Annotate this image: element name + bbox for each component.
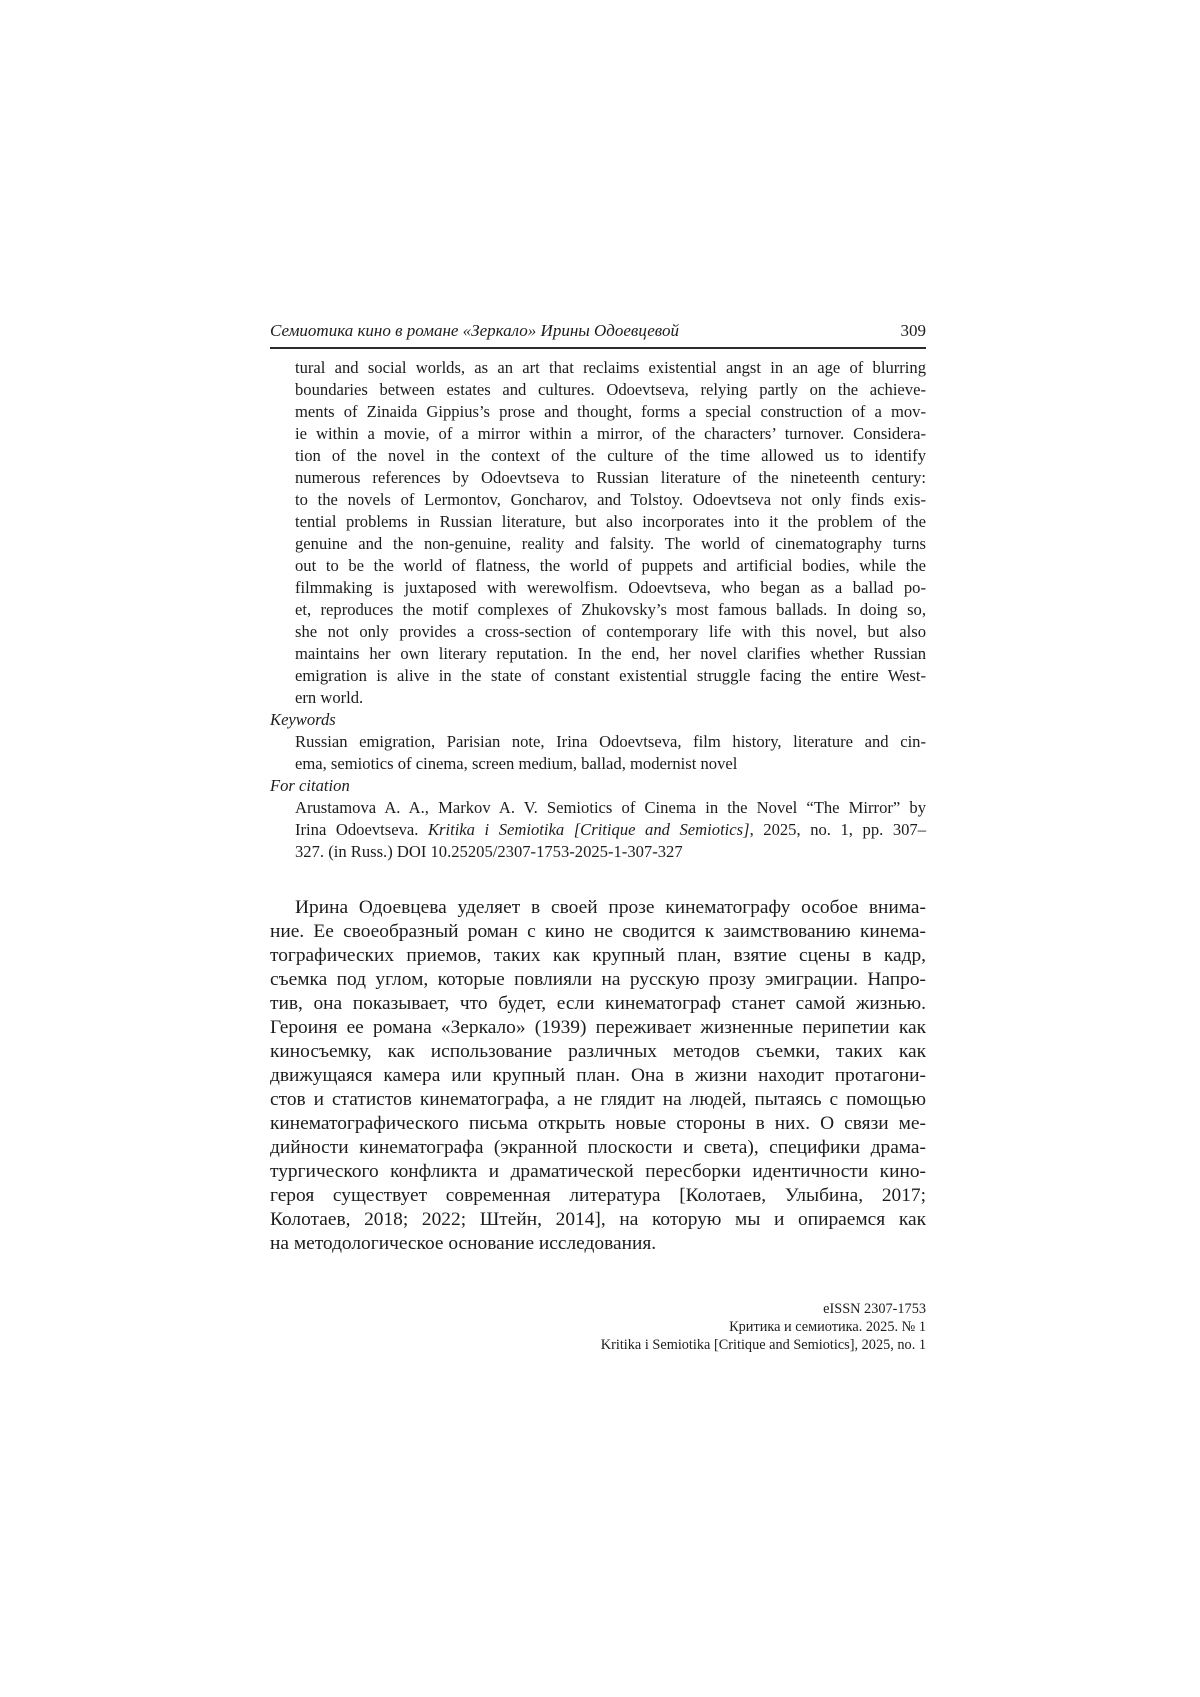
italic-text-segment: Kritika i Semiotika [Critique and Semiotics] xyxy=(427,820,750,839)
text-segment: Irina Odoevtseva. xyxy=(295,820,428,839)
text-line xyxy=(295,599,926,621)
text-line xyxy=(270,1336,926,1354)
text-line xyxy=(295,533,926,555)
text-segment: Arustamova A. A., Markov A. V. Semiotics of Cinema in the Novel “The Mirror” by xyxy=(295,798,926,817)
text-segment: , 2025, no. 1, pp. 307– xyxy=(749,820,927,839)
text-segment: тургического конфликта и драматической пересборки идентичности кино- xyxy=(270,1161,926,1182)
text-line xyxy=(295,357,926,379)
text-segment: киносъемку, как использование различных методов съемки, таких как xyxy=(270,1041,926,1062)
text-line xyxy=(270,1040,926,1064)
abstract-text xyxy=(295,357,926,709)
text-segment: eISSN 2307-1753 xyxy=(823,1301,926,1317)
text-line xyxy=(270,1088,926,1112)
text-line xyxy=(295,379,926,401)
text-line xyxy=(295,731,926,753)
text-line xyxy=(270,1112,926,1136)
text-segment: Критика и семиотика. 2025. № 1 xyxy=(729,1319,926,1335)
keywords-label: Keywords xyxy=(270,710,336,729)
text-line xyxy=(270,968,926,992)
text-segment: tural and social worlds, as an art that reclaims existential angst in an age of blurring xyxy=(295,358,926,377)
text-segment: дийности кинематографа (экранной плоскости и света), специфики драма- xyxy=(270,1137,926,1158)
text-line xyxy=(270,920,926,944)
text-segment: ern world. xyxy=(295,688,364,707)
for-citation-label: For citation xyxy=(270,776,350,795)
text-segment: Ирина Одоевцева уделяет в своей прозе кинематографу особое внима- xyxy=(295,897,926,918)
text-segment: ние. Ее своеобразный роман с кино не сводится к заимствованию кинема- xyxy=(270,921,926,942)
text-line xyxy=(270,1136,926,1160)
text-segment: движущаяся камера или крупный план. Она в жизни находит протагони- xyxy=(270,1065,926,1086)
page-content xyxy=(270,320,926,1354)
text-line xyxy=(270,1232,926,1256)
text-segment: boundaries between estates and cultures. Odoevtseva, relying partly on the achieve- xyxy=(295,380,926,399)
text-line xyxy=(295,753,926,775)
running-header xyxy=(270,320,926,349)
text-segment: 327. (in Russ.) DOI 10.25205/2307-1753-2025-1-307-327 xyxy=(295,842,683,861)
text-line xyxy=(270,1016,926,1040)
text-line xyxy=(295,577,926,599)
text-line xyxy=(270,1064,926,1088)
text-line xyxy=(295,555,926,577)
page-number: 309 xyxy=(900,321,926,340)
text-segment: Колотаев, 2018; 2022; Штейн, 2014], на которую мы и опираемся как xyxy=(270,1209,926,1230)
text-line xyxy=(295,841,926,863)
text-line xyxy=(295,467,926,489)
text-segment: на методологическое основание исследования. xyxy=(270,1233,657,1254)
text-segment: tion of the novel in the context of the culture of the time allowed us to identify xyxy=(295,446,926,465)
running-title: Семиотика кино в романе «Зеркало» Ирины Одоевцевой xyxy=(270,321,679,340)
text-segment: тографических приемов, таких как крупный план, взятие сцены в кадр, xyxy=(270,945,926,966)
text-line xyxy=(270,1318,926,1336)
text-segment: emigration is alive in the state of constant existential struggle facing the entire West- xyxy=(295,666,926,685)
text-line xyxy=(270,944,926,968)
text-segment: тив, она показывает, что будет, если кинематограф станет самой жизнью. xyxy=(270,993,926,1014)
text-segment: she not only provides a cross-section of contemporary life with this novel, but also xyxy=(295,622,926,641)
text-segment: Kritika i Semiotika [Critique and Semiotics], 2025, no. 1 xyxy=(600,1337,926,1353)
text-line xyxy=(270,1300,926,1318)
keywords-text xyxy=(295,731,926,775)
citation-text xyxy=(295,797,926,863)
text-segment: numerous references by Odoevtseva to Russian literature of the nineteenth century: xyxy=(295,468,926,487)
text-line xyxy=(270,992,926,1016)
text-line xyxy=(295,511,926,533)
text-segment: out to be the world of flatness, the world of puppets and artificial bodies, while the xyxy=(295,556,926,575)
text-segment: genuine and the non-genuine, reality and falsity. The world of cinematography turns xyxy=(295,534,926,553)
text-line xyxy=(295,643,926,665)
text-line xyxy=(270,1160,926,1184)
text-line xyxy=(295,401,926,423)
text-line xyxy=(295,687,926,709)
text-segment: tential problems in Russian literature, but also incorporates into it the problem of the xyxy=(295,512,926,531)
text-segment: to the novels of Lermontov, Goncharov, and Tolstoy. Odoevtseva not only finds exis- xyxy=(295,490,926,509)
text-segment: Russian emigration, Parisian note, Irina Odoevtseva, film history, literature and cin- xyxy=(295,732,926,751)
text-segment: ema, semiotics of cinema, screen medium, ballad, modernist novel xyxy=(295,754,738,773)
text-line xyxy=(295,797,926,819)
text-segment: ments of Zinaida Gippius’s prose and thought, forms a special construction of a mov- xyxy=(295,402,926,421)
text-segment: кинематографического письма открыть новые стороны в них. О связи ме- xyxy=(270,1113,926,1134)
text-line xyxy=(295,665,926,687)
text-line xyxy=(270,1184,926,1208)
text-line xyxy=(270,896,926,920)
text-segment: Героиня ее романа «Зеркало» (1939) переживает жизненные перипетии как xyxy=(270,1017,926,1038)
text-segment: героя существует современная литература [Колотаев, Улыбина, 2017; xyxy=(270,1185,926,1206)
text-segment: стов и статистов кинематографа, а не глядит на людей, пытаясь с помощью xyxy=(270,1089,926,1110)
journal-footer xyxy=(270,1300,926,1354)
text-segment: maintains her own literary reputation. In the end, her novel clarifies whether Russian xyxy=(295,644,926,663)
text-line xyxy=(295,423,926,445)
text-line xyxy=(295,445,926,467)
text-segment: ie within a movie, of a mirror within a mirror, of the characters’ turnover. Considera- xyxy=(295,424,926,443)
text-line xyxy=(295,819,926,841)
body-paragraph-ru xyxy=(270,896,926,1256)
text-segment: съемка под углом, которые повлияли на русскую прозу эмиграции. Напро- xyxy=(270,969,926,990)
text-line xyxy=(295,621,926,643)
text-segment: filmmaking is juxtaposed with werewolfism. Odoevtseva, who began as a ballad po- xyxy=(295,578,926,597)
text-segment: et, reproduces the motif complexes of Zhukovsky’s most famous ballads. In doing so, xyxy=(295,600,926,619)
text-line xyxy=(270,1208,926,1232)
text-line xyxy=(295,489,926,511)
